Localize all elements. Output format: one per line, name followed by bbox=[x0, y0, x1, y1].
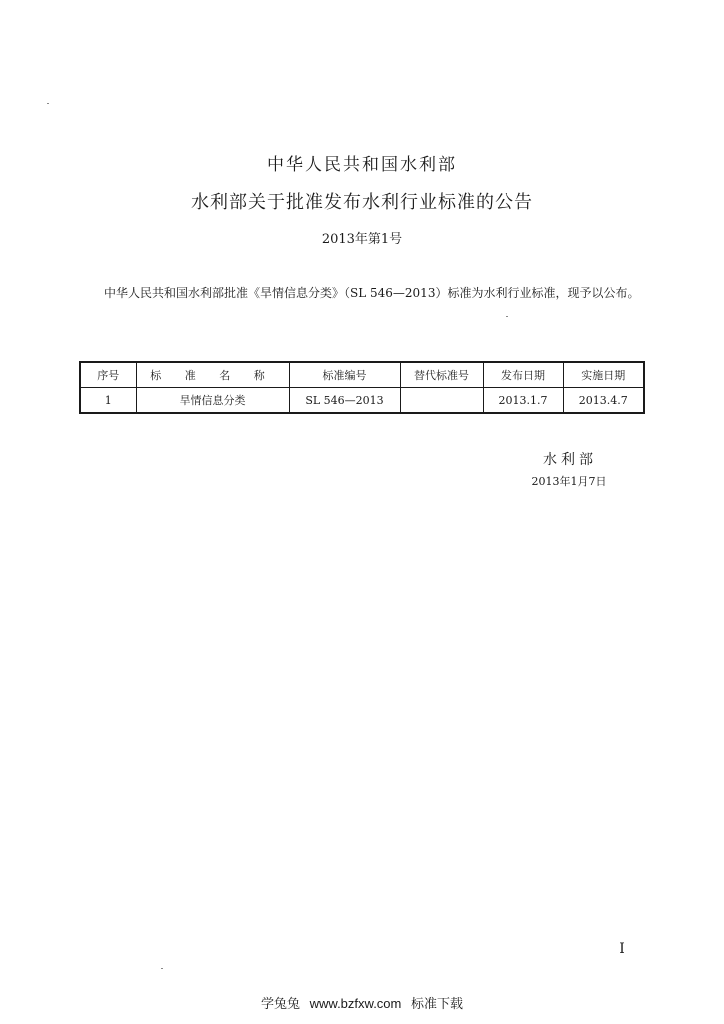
scan-speck bbox=[47, 103, 49, 104]
table-row bbox=[80, 388, 644, 414]
scan-speck bbox=[161, 968, 163, 969]
cell-name: 旱情信息分类 bbox=[136, 388, 289, 414]
issuing-ministry: 中华人民共和国水利部 bbox=[267, 155, 457, 175]
header-replaced: 替代标准号 bbox=[400, 362, 483, 388]
footer-watermark: 学兔兔 www.bzfxw.com 标准下载 bbox=[261, 996, 463, 1011]
header-publish-date: 发布日期 bbox=[483, 362, 563, 388]
table-header-row bbox=[80, 362, 644, 388]
notice-paragraph: 中华人民共和国水利部批准《旱情信息分类》（SL 546—2013）标准为水利行业标准，现予以公布。 bbox=[104, 286, 640, 300]
cell-code: SL 546—2013 bbox=[289, 388, 400, 414]
header-implement-date: 实施日期 bbox=[563, 362, 644, 388]
cell-seq: 1 bbox=[80, 388, 136, 414]
header-seq: 序号 bbox=[80, 362, 136, 388]
notice-number: 2013年第1号 bbox=[321, 232, 403, 247]
standards-table bbox=[79, 361, 645, 414]
signature-org: 水利部 bbox=[543, 452, 597, 468]
cell-replaced bbox=[400, 388, 483, 414]
header-code: 标准编号 bbox=[289, 362, 400, 388]
cell-implement-date: 2013.4.7 bbox=[563, 388, 644, 414]
notice-title: 水利部关于批准发布水利行业标准的公告 bbox=[191, 192, 533, 213]
signature-date: 2013年1月7日 bbox=[531, 475, 607, 488]
cell-publish-date: 2013.1.7 bbox=[483, 388, 563, 414]
page-number: I bbox=[619, 941, 625, 957]
scan-speck bbox=[506, 316, 508, 317]
header-name: 标 准 名 称 bbox=[136, 362, 289, 388]
